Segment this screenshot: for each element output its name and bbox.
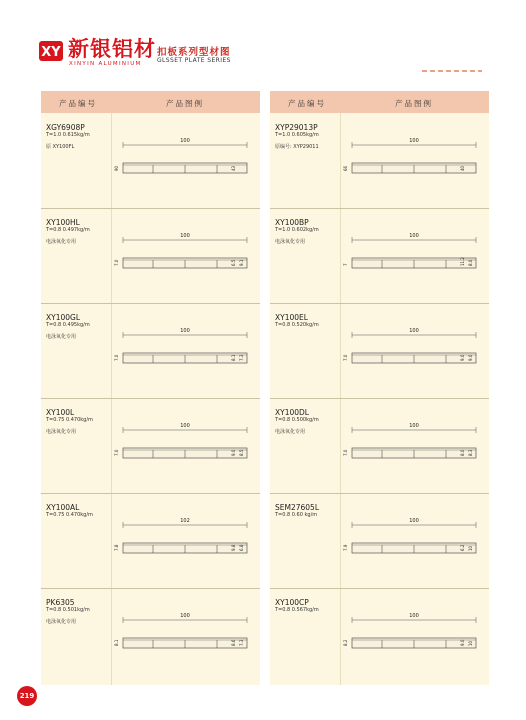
height-label: 8.1 [114,639,119,646]
row-divider [41,303,260,304]
profile-drawing [344,226,484,286]
right-column [270,91,489,685]
product-note: 电泳氧化专用 [46,334,77,340]
height-label: 8.0 [468,259,473,266]
width-label: 102 [180,518,190,524]
product-note: 原编号: XYP29011 [275,144,319,150]
height-label: 90 [114,165,119,171]
table-header [41,91,260,113]
row-divider [270,303,489,304]
product-code: PK6305 [46,598,75,607]
height-label: 66 [343,165,348,171]
height-label: 43 [231,165,236,171]
header-code: 产品编号 [59,99,97,108]
product-spec: T=1.0 0.602kg/m [275,227,319,233]
product-code: XY100GL [46,313,81,322]
product-info [275,313,341,328]
profile-drawing [344,416,484,476]
height-label: 9.0 [460,639,465,646]
profile-drawing [115,226,255,286]
product-code: XY100AL [46,503,80,512]
product-spec: T=0.8 0.567kg/m [275,607,319,613]
width-label: 100 [409,328,419,334]
brand-name-en: XINYIN ALUMINIUM [69,61,142,67]
product-info [275,123,341,150]
product-info [275,408,341,435]
product-info [275,598,341,613]
height-label: 9.1 [239,259,244,266]
product-info [275,218,341,245]
series-title-en: GLSSET PLATE SERIES [157,57,231,64]
profile-drawing [115,416,255,476]
width-label: 100 [180,328,190,334]
product-spec: T=0.8 0.495kg/m [46,322,90,328]
product-info [46,313,112,340]
height-label: 7.0 [343,354,348,361]
logo-icon [38,38,64,64]
product-code: XY100L [46,408,75,417]
height-label: 7.3 [239,354,244,361]
brand-name-cn: 新银铝材 [68,37,156,61]
product-spec: T=0.75 0.470kg/m [46,417,93,423]
width-label: 100 [409,518,419,524]
width-label: 100 [180,613,190,619]
product-spec: T=1.0 0.605kg/m [275,132,319,138]
product-note: 电泳氧化专用 [46,619,77,625]
height-label: 7.0 [114,259,119,266]
height-label: 9.8 [231,544,236,551]
profile-drawing [115,131,255,191]
profile-drawing [115,321,255,381]
width-label: 100 [409,138,419,144]
product-note: 电泳氧化专用 [46,429,77,435]
row-divider [41,208,260,209]
height-label: 7.0 [343,449,348,456]
product-note: 电泳氧化专用 [46,239,77,245]
product-spec: T=0.8 0.500kg/m [275,417,319,423]
product-info [46,123,112,150]
width-label: 100 [409,423,419,429]
product-info [46,503,112,518]
height-label: 11.2 [460,257,465,266]
height-label: 8.3 [468,449,473,456]
header-drawing: 产品图例 [395,99,433,108]
height-label: 7.3 [239,639,244,646]
left-column [41,91,260,685]
height-label: 10 [468,545,473,551]
header-code: 产品编号 [288,99,326,108]
product-spec: T=0.8 0.497kg/m [46,227,90,233]
height-label: 8.0 [460,449,465,456]
product-code: XY100EL [275,313,308,322]
width-label: 100 [180,423,190,429]
height-label: 7.0 [114,354,119,361]
height-label: 9.0 [460,354,465,361]
product-code: XGY6908P [46,123,85,132]
height-label: 6.5 [231,259,236,266]
width-label: 100 [180,138,190,144]
product-code: XYP29013P [275,123,318,132]
product-note: 电泳氧化专用 [275,239,306,245]
page-number: 219 [17,686,37,706]
series-title-cn: 扣板系列型材图 [157,47,231,58]
row-divider [270,493,489,494]
product-code: XY100CP [275,598,309,607]
svg-text:XY: XY [41,45,61,60]
height-label: 9.0 [231,449,236,456]
product-table [41,91,489,685]
product-info [275,503,341,518]
width-label: 100 [409,613,419,619]
profile-drawing [115,606,255,666]
product-info [46,218,112,245]
height-label: 7 [343,263,348,266]
row-divider [270,588,489,589]
profile-drawing [115,511,255,571]
width-label: 100 [180,233,190,239]
table-header [270,91,489,113]
height-label: 7.9 [343,544,348,551]
product-info [46,598,112,625]
product-code: XY100DL [275,408,309,417]
row-divider [41,588,260,589]
width-label: 100 [409,233,419,239]
height-label: 7.8 [114,544,119,551]
profile-drawing [344,321,484,381]
height-label: 8.1 [231,354,236,361]
product-code: XY100HL [46,218,80,227]
product-code: SEM27605L [275,503,320,512]
height-label: 6.8 [239,544,244,551]
height-label: 9.0 [468,354,473,361]
row-divider [41,493,260,494]
profile-drawing [344,606,484,666]
product-info [46,408,112,435]
profile-drawing [344,511,484,571]
product-note: 电泳氧化专用 [275,429,306,435]
height-label: 40 [460,165,465,171]
height-label: 6.2 [460,544,465,551]
height-label: 8.6 [231,639,236,646]
product-code: XY100BP [275,218,309,227]
product-spec: T=1.0 0.615kg/m [46,132,90,138]
row-divider [270,398,489,399]
height-label: 8.5 [239,449,244,456]
product-spec: T=0.8 0.520kg/m [275,322,319,328]
product-note: 原 XY100FL [46,144,75,150]
row-divider [41,398,260,399]
product-spec: T=0.8 0.501kg/m [46,607,90,613]
height-label: 8.2 [343,639,348,646]
height-label: 10 [468,640,473,646]
decorative-dots [422,70,482,72]
header-drawing: 产品图例 [166,99,204,108]
row-divider [270,208,489,209]
profile-drawing [344,131,484,191]
product-spec: T=0.8 0.60 kg/m [275,512,318,518]
height-label: 7.0 [114,449,119,456]
product-spec: T=0.75 0.470kg/m [46,512,93,518]
